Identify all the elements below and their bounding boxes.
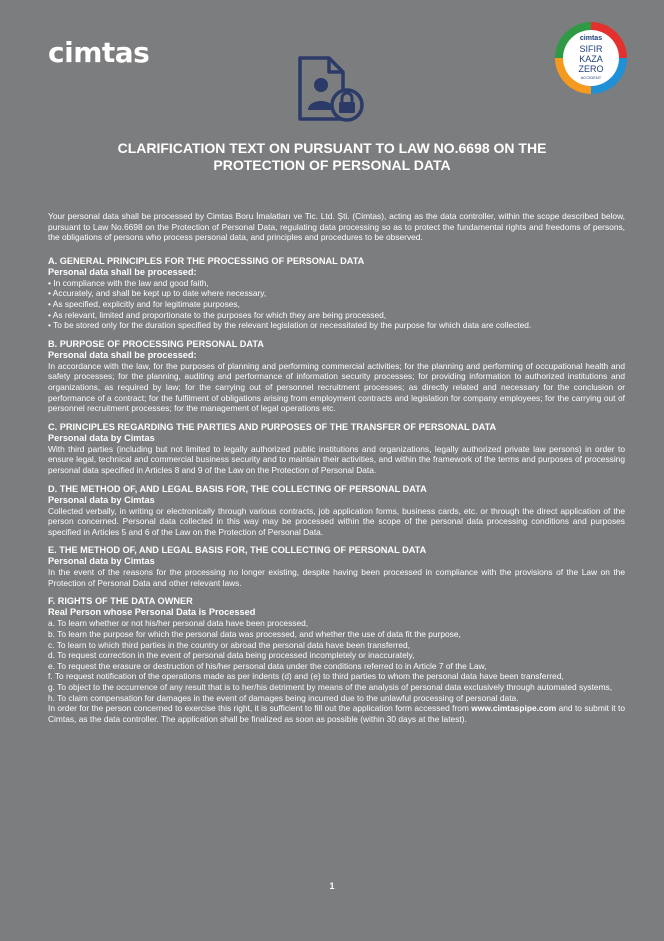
section-f-subheading: Real Person whose Personal Data is Processed: [48, 607, 256, 618]
closing-text-pre: In order for the person concerned to exercise this right, it is sufficient to fill out the application form accessed from: [48, 703, 472, 714]
badge-line2: KAZA: [579, 54, 603, 64]
list-item: • Accurately, and shall be kept up to date where necessary,: [48, 288, 625, 299]
section-d-body: Collected verbally, in writing or electronically through various contracts, job application forms, business cards, etc. or through the direct application of the person concerned. Personal data collected in this way may be processed within the scope of the personal data processing conditions and purposes specified in Articles 5 and 6 of the Law on the Protection of Personal Data.: [48, 505, 625, 537]
section-b-body: In accordance with the law, for the purposes of planning and performing commercial activities; for the planning and performing of occupational health and safety processes; for the planning, auditing and performance of information security processes; for providing information to authorized institutions and organizations, as required by law; for the carrying out of personnel recruitment processes; as directly related and necessary for the conclusion or performance of a contract; for the fulfilment of obligations arising from employment contracts and legislation for company employees; for the carrying out of personnel recruitment processes; for the management of legal operations etc.: [48, 360, 625, 414]
section-e-subheading: Personal data by Cimtas: [48, 556, 155, 567]
section-d: [48, 484, 625, 538]
cimtas-logo: cimtas: [48, 36, 150, 69]
closing-text-post: and to submit it to Cimtas, as the data controller. The application shall be finalized as soon as possible (within 30 days at the latest).: [48, 703, 625, 724]
section-c: [48, 422, 625, 476]
section-a-heading: A. GENERAL PRINCIPLES FOR THE PROCESSING OF PERSONAL DATA: [48, 255, 365, 266]
section-c-heading: C. PRINCIPLES REGARDING THE PARTIES AND PURPOSES OF THE TRANSFER OF PERSONAL DATA: [48, 421, 497, 432]
list-item: • As relevant, limited and proportionate to the purposes for which they are being processed,: [48, 310, 625, 321]
page-number: 1: [329, 881, 335, 891]
badge-line1: SIFIR: [579, 44, 603, 54]
section-f-heading: F. RIGHTS OF THE DATA OWNER: [48, 596, 193, 607]
locked-document-icon: [297, 55, 365, 128]
section-f-list: [48, 618, 625, 703]
zero-accident-badge: [555, 22, 627, 99]
list-item: f. To request notification of the operations made as per indents (d) and (e) to third parties to whom the personal data have been transferred,: [48, 671, 564, 682]
intro-paragraph: Your personal data shall be processed by Cimtas Boru İmalatları ve Tic. Ltd. Şti. (Cimtas), acting as the data controller, within the scope described below, pursuant to Law No.6698 on the Protection of Personal Data, regulating data processing so as to protect the fundamental rights and freedoms of persons, the obligations of persons who process personal data, and principles and procedures to be observed.: [48, 211, 625, 243]
section-d-heading: D. THE METHOD OF, AND LEGAL BASIS FOR, THE COLLECTING OF PERSONAL DATA: [48, 483, 427, 494]
list-item: c. To learn to which third parties in the country or abroad the personal data have been transferred,: [48, 639, 411, 650]
badge-brand: cimtas: [579, 35, 603, 42]
list-item: a. To learn whether or not his/her personal data have been processed,: [48, 618, 309, 629]
section-b-subheading: Personal data shall be processed:: [48, 349, 197, 360]
section-a-subheading: Personal data shall be processed:: [48, 266, 197, 277]
list-item: • To be stored only for the duration specified by the relevant legislation or necessitated by the purpose for which data are collected.: [48, 320, 625, 331]
list-item: d. To request correction in the event of personal data being processed incompletely or inaccurately,: [48, 650, 415, 661]
section-f: [48, 596, 625, 703]
section-a-list: [48, 278, 625, 331]
section-e-body: In the event of the reasons for the processing no longer existing, despite having been processed in compliance with the provisions of the Law on the Protection of Personal Data and other relevant laws.: [48, 567, 625, 588]
section-b-heading: B. PURPOSE OF PROCESSING PERSONAL DATA: [48, 338, 264, 349]
list-item: b. To learn the purpose for which the personal data was processed, and whether the use of data fit the purpose,: [48, 629, 461, 640]
section-a: [48, 256, 625, 331]
section-d-subheading: Personal data by Cimtas: [48, 494, 155, 505]
section-e: [48, 545, 625, 588]
title-line-2: PROTECTION OF PERSONAL DATA: [213, 157, 451, 173]
section-e-heading: E. THE METHOD OF, AND LEGAL BASIS FOR, THE COLLECTING OF PERSONAL DATA: [48, 545, 427, 556]
section-b: [48, 339, 625, 414]
closing-paragraph: [48, 703, 625, 724]
badge-line3: ZERO: [578, 64, 604, 74]
list-item: g. To object to the occurrence of any result that is to her/his detriment by means of the analysis of personal data exclusively through automated systems,: [48, 682, 613, 693]
website-link[interactable]: www.cimtaspipe.com: [471, 703, 557, 714]
list-item: e. To request the erasure or destruction of his/her personal data under the conditions referred to in Article 7 of the Law,: [48, 660, 487, 671]
section-c-body: With third parties (including but not limited to legally authorized public institutions and organizations, legally authorized private law persons) in order to ensure legal, technical and commercial business security and to maintain their activities, and within the framework of the terms and purposes of processing personal data specified in Articles 8 and 9 of the Law on the Protection of Personal Data.: [48, 443, 625, 475]
title-line-1: CLARIFICATION TEXT ON PURSUANT TO LAW NO.6698 ON THE: [117, 140, 547, 156]
list-item: • As specified, explicitly and for legitimate purposes,: [48, 299, 625, 310]
section-c-subheading: Personal data by Cimtas: [48, 432, 155, 443]
page-title: [60, 140, 604, 174]
list-item: h. To claim compensation for damages in the event of damages being incurred due to the unlawful processing of personal data.: [48, 692, 519, 703]
badge-line4: ACCIDENT: [580, 75, 602, 80]
document-body: [48, 211, 625, 724]
list-item: • In compliance with the law and good faith,: [48, 278, 625, 289]
